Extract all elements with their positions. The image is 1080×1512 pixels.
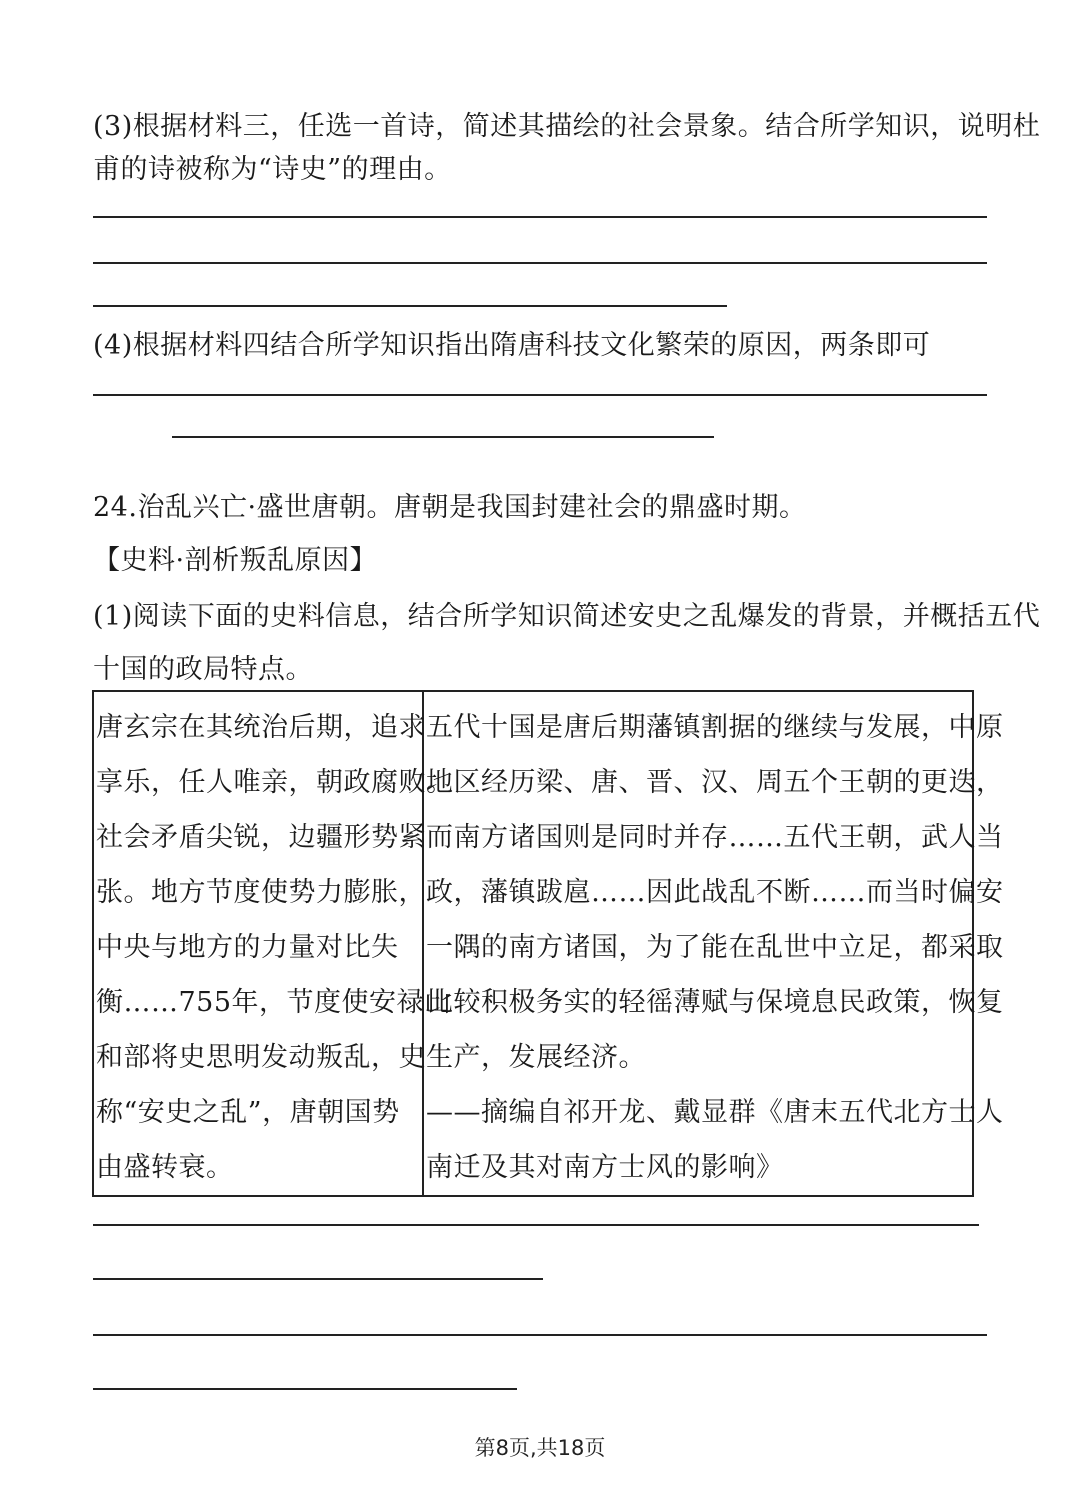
question-4-line-1: (4)根据材料四结合所学知识指出隋唐科技文化繁荣的原因，两条即可 xyxy=(93,330,931,361)
material-right-line: 地区经历梁、唐、晋、汉、周五个王朝的更迭， xyxy=(426,767,1004,798)
material-right-line: 比较积极务实的轻徭薄赋与保境息民政策，恢复 xyxy=(426,987,1004,1018)
answer-line xyxy=(93,394,987,396)
material-right-line: 一隅的南方诸国，为了能在乱世中立足，都采取 xyxy=(426,932,1004,963)
material-citation-line: ——摘编自祁开龙、戴显群《唐末五代北方士人 xyxy=(426,1097,1004,1128)
material-right-line: 生产，发展经济。 xyxy=(426,1042,646,1073)
answer-line xyxy=(93,1224,979,1226)
question-3-line-2: 甫的诗被称为“诗史”的理由。 xyxy=(93,154,452,185)
page-number: 第8页,共18页 xyxy=(474,1436,606,1460)
material-citation-line: 南迁及其对南方士风的影响》 xyxy=(426,1152,784,1183)
answer-line xyxy=(172,436,714,438)
material-left-line: 称“安史之乱”，唐朝国势 xyxy=(96,1097,400,1128)
material-left-line: 和部将史思明发动叛乱，史 xyxy=(96,1042,426,1073)
material-left-line: 社会矛盾尖锐，边疆形势紧 xyxy=(96,822,426,853)
material-left-line: 衡……755年，节度使安禄山 xyxy=(96,987,452,1018)
material-left-line: 唐玄宗在其统治后期，追求 xyxy=(96,712,426,743)
material-left-cell xyxy=(93,691,454,1196)
material-right-line: 政，藩镇跋扈……因此战乱不断……而当时偏安 xyxy=(426,877,1004,908)
material-left-line: 享乐，任人唯亲，朝政腐败。 xyxy=(96,767,454,798)
answer-line xyxy=(93,262,987,264)
material-left-line: 由盛转衰。 xyxy=(96,1152,234,1183)
material-left-line: 中央与地方的力量对比失 xyxy=(96,932,399,963)
answer-line xyxy=(93,305,727,307)
answer-line xyxy=(93,1278,543,1280)
answer-line xyxy=(93,1334,987,1336)
material-right-cell xyxy=(423,691,1004,1196)
material-right-line: 而南方诸国则是同时并存……五代王朝，武人当 xyxy=(426,822,1004,853)
section-heading: 【史料·剖析叛乱原因】 xyxy=(93,545,378,576)
question-24-1-prompt-line-1: (1)阅读下面的史料信息，结合所学知识简述安史之乱爆发的背景，并概括五代 xyxy=(93,601,1041,632)
question-24-title: 24.治乱兴亡·盛世唐朝。唐朝是我国封建社会的鼎盛时期。 xyxy=(93,492,807,523)
answer-line xyxy=(93,216,987,218)
material-right-line: 五代十国是唐后期藩镇割据的继续与发展，中原 xyxy=(426,712,1004,743)
question-24-1-prompt-line-2: 十国的政局特点。 xyxy=(93,654,313,685)
question-3-line-1: (3)根据材料三，任选一首诗，简述其描绘的社会景象。结合所学知识，说明杜 xyxy=(93,111,1041,142)
material-left-line: 张。地方节度使势力膨胀， xyxy=(96,877,426,908)
material-table xyxy=(92,690,1004,1197)
answer-line xyxy=(93,1388,517,1390)
